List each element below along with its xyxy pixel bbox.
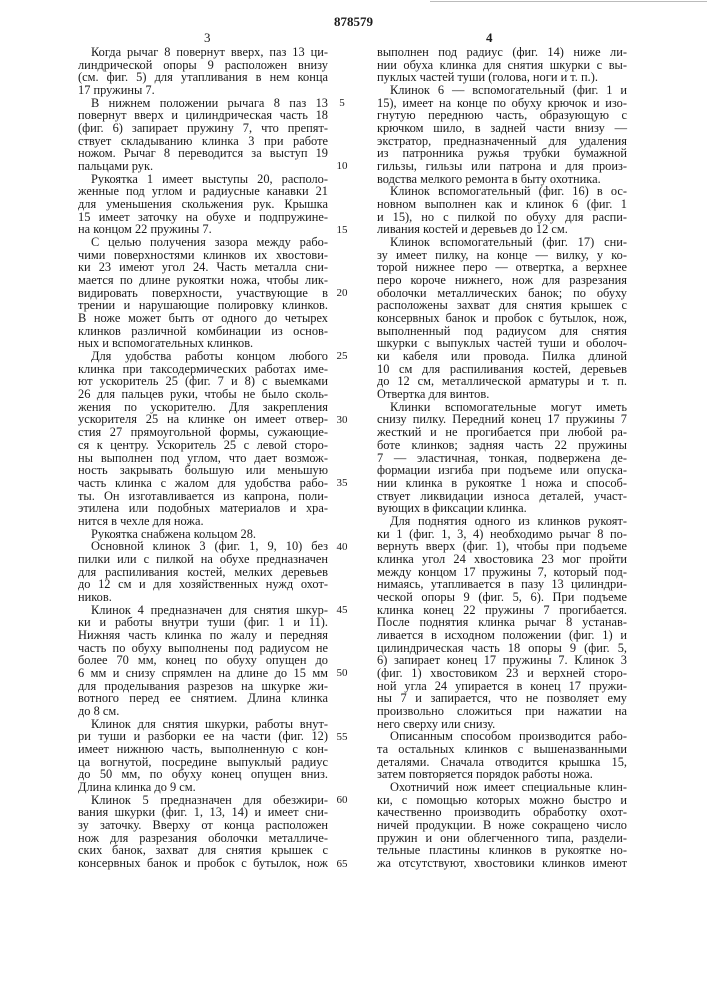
text-line: вания шкурки (фиг. 1, 13, 14) и имеет сни-	[78, 806, 328, 819]
line-number: 60	[332, 794, 352, 807]
patent-number: 878579	[0, 14, 707, 30]
text-line: цилиндрическая часть 18 опоры 9 (фиг. 5,	[377, 642, 627, 655]
text-line: Клинки вспомогательные могут иметь	[377, 401, 627, 414]
text-line: шкурки с выпуклых частей туши и оболоч-	[377, 337, 627, 350]
text-line: ки и работы внутри туши (фиг. 1 и 11).	[78, 616, 328, 629]
text-line: часть клинка с жалом для удобства рабо-	[78, 477, 328, 490]
text-line: между концом 17 пружины 7, который под-	[377, 566, 627, 579]
text-line: этилена или подобных материалов и хра-	[78, 502, 328, 515]
text-line: (см. фиг. 5) для утапливания в нем конца	[78, 71, 328, 84]
line-number: 10	[332, 160, 352, 173]
paragraph	[78, 350, 328, 527]
paragraph	[78, 718, 328, 794]
text-line: Рукоятка снабжена кольцом 28.	[78, 528, 328, 541]
text-line: консервных банок и пробок с бутылок, нож,	[377, 312, 627, 325]
text-line: ны выполнен под углом, что дает возмож-	[78, 452, 328, 465]
text-line: пружин и они облегченного типа, раздели-	[377, 832, 627, 845]
text-line: экстратор, предназначенный для удаления	[377, 135, 627, 148]
text-line: С целью получения зазора между рабо-	[78, 236, 328, 249]
text-line: произвольно сложиться при нажатии на	[377, 705, 627, 718]
text-line: новном выполнен как и клинок 6 (фиг. 1	[377, 198, 627, 211]
text-line: расположены захват для снятия крышек с	[377, 299, 627, 312]
line-number: 55	[332, 731, 352, 744]
text-line: Клинок вспомогательный (фиг. 17) сни-	[377, 236, 627, 249]
text-line: перо короче нижнего, нож для разрезания	[377, 274, 627, 287]
line-number: 15	[332, 224, 352, 237]
text-line: ют ускоритель 25 (фиг. 7 и 8) с выемками	[78, 375, 328, 388]
text-line: до 12 см и для хозяйственных нужд охот-	[78, 578, 328, 591]
text-line: женные под углом и радиусные канавки 21	[78, 185, 328, 198]
text-line: ножом. Рычаг 8 переводится за выступ 19	[78, 147, 328, 160]
text-line: вотного перед ее снятием. Длина клинка	[78, 692, 328, 705]
line-number: 65	[332, 858, 352, 871]
text-line: Клинок 6 — вспомогательный (фиг. 1 и	[377, 84, 627, 97]
paragraph	[377, 730, 627, 781]
text-line: чими поверхностями клинков их хвостови-	[78, 249, 328, 262]
text-line: Охотничий нож имеет специальные клин-	[377, 781, 627, 794]
text-column-left	[78, 46, 328, 870]
text-line: него сверху или снизу.	[377, 718, 627, 731]
text-line: ны 7 и запирается, что не позволяет ему	[377, 692, 627, 705]
text-line: ливания костей и деревьев до 12 см.	[377, 223, 627, 236]
text-line: (фиг. 1) хвостовиком 23 и верхней сторо-	[377, 667, 627, 680]
text-line: выполнен под радиус (фиг. 14) ниже ли-	[377, 46, 627, 59]
text-line: до 50 мм, по обуху конец опущен вниз.	[78, 768, 328, 781]
text-line: 7 — эластичная, тонкая, подвержена де-	[377, 452, 627, 465]
text-line: Описанным способом производится рабо-	[377, 730, 627, 743]
text-line: Для поднятия одного из клинков рукоят-	[377, 515, 627, 528]
text-line: ты. Он изготавливается из капрона, поли-	[78, 490, 328, 503]
text-line: тельные пластины клинков в рукоятке но-	[377, 844, 627, 857]
text-line: ки 1 (фиг. 1, 3, 4) необходимо рычаг 8 по-	[377, 528, 627, 541]
text-line: нимаясь, утапливается в пазу 13 цилиндри-	[377, 578, 627, 591]
text-line: жесткий и не прогибается при любой ра-	[377, 426, 627, 439]
text-line: вернуть вверх (фиг. 1), чтобы при подъеме	[377, 540, 627, 553]
text-line: пуклых частей туши (голова, ноги и т. п.).	[377, 71, 627, 84]
paragraph	[377, 185, 627, 236]
text-line: боте клинков; задняя часть 22 пружины	[377, 439, 627, 452]
paragraph	[377, 236, 627, 401]
text-line: пилки или с пилкой на обухе предназначен	[78, 553, 328, 566]
text-line: клинка конец 22 пружины 7 прогибается.	[377, 604, 627, 617]
text-line: клинка при таксодермических работах име-	[78, 363, 328, 376]
text-line: Клинок вспомогательный (фиг. 16) в ос-	[377, 185, 627, 198]
text-line: 6) запирает конец 17 пружины 7. Клинок 3	[377, 654, 627, 667]
text-line: ных и вспомогательных клинков.	[78, 337, 328, 350]
text-line: консервных банок и пробок с бутылок, нож	[78, 857, 328, 870]
text-line: до 8 см.	[78, 705, 328, 718]
text-line: для проделывания разрезов на шкурке жи-	[78, 680, 328, 693]
text-line: ки 23 имеют угол 24. Часть металла сни-	[78, 261, 328, 274]
text-line: клинка угол 24 хвостовика 23 мог пройти	[377, 553, 627, 566]
text-line: В нижнем положении рычага 8 паз 13	[78, 97, 328, 110]
paragraph	[78, 97, 328, 173]
text-line: В ноже может быть от одного до четырех	[78, 312, 328, 325]
text-line: ничей продукции. В ноже сокращено число	[377, 819, 627, 832]
text-line: вующих в фиксации клинка.	[377, 502, 627, 515]
text-line: Основной клинок 3 (фиг. 1, 9, 10) без	[78, 540, 328, 553]
text-line: ствует складыванию клинка 3 при работе	[78, 135, 328, 148]
text-line: видировать поверхности, участвующие в	[78, 287, 328, 300]
text-line: трении и нарушающие полировку клинков.	[78, 299, 328, 312]
text-line: ся к центру. Ускоритель 25 с левой сторо-	[78, 439, 328, 452]
text-line: оболочки металлических банок; по обуху	[377, 287, 627, 300]
line-number: 35	[332, 477, 352, 490]
text-line: на концом 22 пружины 7.	[78, 223, 328, 236]
paragraph	[377, 515, 627, 730]
text-line: торой нижнее перо — отвертка, а верхнее	[377, 261, 627, 274]
paragraph	[78, 236, 328, 350]
line-number: 40	[332, 541, 352, 554]
text-line: мается по длине рукоятки ножа, чтобы лик-	[78, 274, 328, 287]
line-number: 50	[332, 667, 352, 680]
text-line: ной угла 24 упирается в конец 17 пружи-	[377, 680, 627, 693]
text-line: линдрической опоры 9 расположен внизу	[78, 59, 328, 72]
text-line: гильзы, гильзы или патрона и для произ-	[377, 160, 627, 173]
page-number-right: 4	[486, 30, 493, 46]
paragraph	[377, 46, 627, 84]
text-line: для уменьшения скольжения рук. Крышка	[78, 198, 328, 211]
text-line: 15 имеет заточку на обухе и подпружине-	[78, 211, 328, 224]
text-line: жения по ускорителю. Для закрепления	[78, 401, 328, 414]
text-line: Рукоятка 1 имеет выступы 20, располо-	[78, 173, 328, 186]
text-line: Отвертка для винтов.	[377, 388, 627, 401]
text-line: водства мелкого ремонта в быту охотника.	[377, 173, 627, 186]
text-line: качественно производить обработку охот-	[377, 806, 627, 819]
text-line: ца вогнутой, посредине выпуклый радиус	[78, 756, 328, 769]
paragraph	[78, 794, 328, 870]
text-line: до 12 см, металлической арматуры и т. п.	[377, 375, 627, 388]
text-line: более 70 мм, конец по обуху опущен до	[78, 654, 328, 667]
text-line: 17 пружины 7.	[78, 84, 328, 97]
text-line: (фиг. 6) запирает пружину 7, что препят-	[78, 122, 328, 135]
text-line: пальцами рук.	[78, 160, 328, 173]
text-line: выполненный под радиусом для снятия	[377, 325, 627, 338]
text-line: для распиливания костей, мелких деревьев	[78, 566, 328, 579]
text-column-right	[377, 46, 627, 870]
text-line: зу заточку. Вверху от конца расположен	[78, 819, 328, 832]
text-line: ки кабеля или провода. Пилка длиной	[377, 350, 627, 363]
text-line: нии обуха клинка для снятия шкурки с вы-	[377, 59, 627, 72]
text-line: часть по обуху выполнены под радиусом не	[78, 642, 328, 655]
text-line: затем повторяется порядок работы ножа.	[377, 768, 627, 781]
text-line: имеет нижнюю часть, выполненную с кон-	[78, 743, 328, 756]
text-line: стия 27 прямоугольной формы, сужающие-	[78, 426, 328, 439]
line-number: 45	[332, 604, 352, 617]
text-line: 10 см для распиливания костей, деревьев	[377, 363, 627, 376]
line-number: 30	[332, 414, 352, 427]
text-line: ливается в исходном положении (фиг. 1) и	[377, 629, 627, 642]
text-line: ки, с помощью которых можно быстро и	[377, 794, 627, 807]
text-line: Нижняя часть клинка по жалу и передняя	[78, 629, 328, 642]
text-line: 15), имеет на конце по обуху крючок и изо-	[377, 97, 627, 110]
text-line: После поднятия клинка рычаг 8 устанав-	[377, 616, 627, 629]
text-line: та остальных клинков с вышеназванными	[377, 743, 627, 756]
text-line: повернут вверх и цилиндрическая часть 18	[78, 109, 328, 122]
text-line: клинков различной комбинации из основ-	[78, 325, 328, 338]
text-line: Клинок 4 предназначен для снятия шкур-	[78, 604, 328, 617]
text-line: Для удобства работы концом любого	[78, 350, 328, 363]
text-line: деталями. Сначала отводится крышка 15,	[377, 756, 627, 769]
text-line: и 15), но с пилкой по обуху для распи-	[377, 211, 627, 224]
text-line: ри туши и разборки ее на части (фиг. 12)	[78, 730, 328, 743]
text-line: зу имеет пилку, на конце — вилку, у ко-	[377, 249, 627, 262]
scan-edge-line	[430, 1, 707, 2]
paragraph	[78, 173, 328, 236]
paragraph	[377, 781, 627, 870]
text-line: снизу пилку. Передний конец 17 пружины 7	[377, 413, 627, 426]
text-line: ствует ликвидации износа деталей, участ-	[377, 490, 627, 503]
paragraph	[78, 604, 328, 718]
text-line: ников.	[78, 591, 328, 604]
text-line: Длина клинка до 9 см.	[78, 781, 328, 794]
text-line: из патронника ружья трубки бумажной	[377, 147, 627, 160]
line-number: 20	[332, 287, 352, 300]
text-line: Клинок для снятия шкурки, работы внут-	[78, 718, 328, 731]
paragraph	[78, 46, 328, 97]
text-line: нии клинка в рукоятке 1 ножа и способ-	[377, 477, 627, 490]
text-line: 6 мм и снизу спрямлен на длине до 15 мм	[78, 667, 328, 680]
text-line: Когда рычаг 8 повернут вверх, паз 13 ци-	[78, 46, 328, 59]
text-line: формации изгиба при подъеме или опуска-	[377, 464, 627, 477]
text-line: ческой опоры 9 (фиг. 5, 6). При подъеме	[377, 591, 627, 604]
text-line: 26 для пальцев руки, чтобы не было сколь-	[78, 388, 328, 401]
text-line: ускорителя 25 на клинке он имеет отвер-	[78, 413, 328, 426]
paragraph	[78, 540, 328, 603]
page-number-left: 3	[204, 30, 211, 46]
text-line: нож для разрезания оболочки металличе-	[78, 832, 328, 845]
text-line: гнутую переднюю часть, образующую с	[377, 109, 627, 122]
text-line: крючком шило, в задней части внизу —	[377, 122, 627, 135]
paragraph	[377, 84, 627, 185]
text-line: ность закрывать большую или меньшую	[78, 464, 328, 477]
paragraph	[377, 401, 627, 515]
text-line: Клинок 5 предназначен для обезжири-	[78, 794, 328, 807]
text-line: ских банок, захват для снятия крышек с	[78, 844, 328, 857]
text-line: жа отсутствуют, хвостовики клинков имеют	[377, 857, 627, 870]
line-number: 25	[332, 350, 352, 363]
line-number: 5	[332, 97, 352, 110]
text-line: нится в чехле для ножа.	[78, 515, 328, 528]
